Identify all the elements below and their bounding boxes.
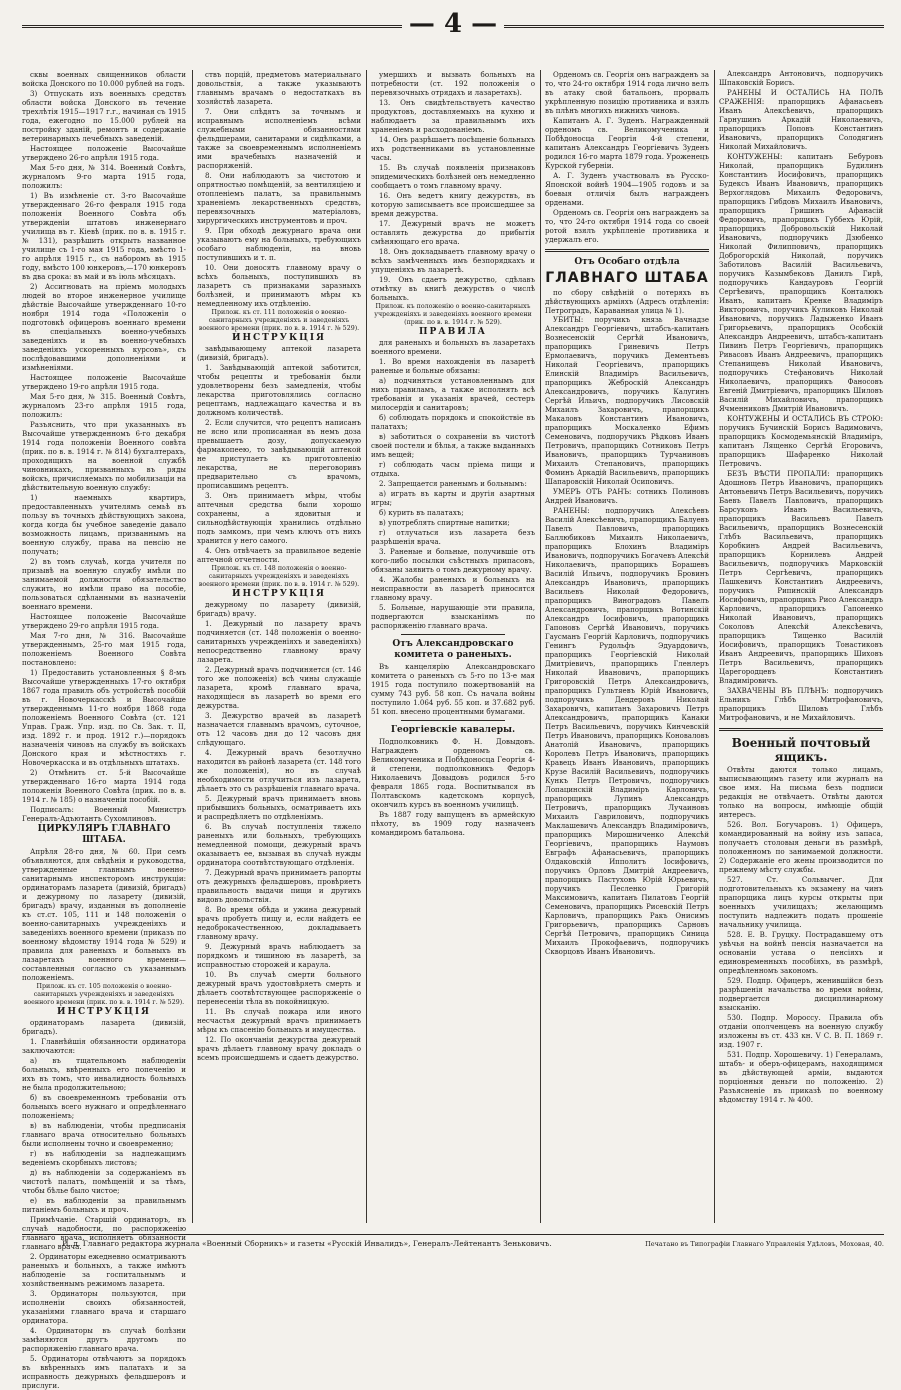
paragraph: 10. Въ случаѣ смерти больного дежурный врачъ удостовѣряетъ смерть и дѣлаетъ соотвѣтствующее распоряженіе о перенесеніи тѣла въ покойницкую. [197,970,361,1006]
newspaper-page [22,8,884,1390]
section-heading: ИНСТРУКЦІЯ [232,589,326,599]
annex-note: Прилож. къ положенію о военно-санитарныхъ учрежденіяхъ и заведеніяхъ военного времени (прик. по в. в. 1914 г. № 529). [374,303,532,326]
printer-line: Печатано въ Типографіи Главнаго Управленія Удѣловъ, Моховая, 40. [645,1240,884,1248]
paragraph: в) заботиться о сохраненіи въ чистотѣ своей постели и бѣлья, а также выданныхъ имъ вещей; [371,432,535,459]
paragraph: 1) Предоставить установленныя § 8-мъ Высочайше утвержденныхъ 17-го октября 1867 года правилъ объ устройствѣ пособій въ г. Новочеркасскѣ и Высочайше утвержденнымъ 11-го ноября 1868 года положеніемъ Военного Совѣта (ст. 121 Управ. Граж. Упр. изд. по Св. Зак. т. II, изд. 1892 г. и прод. 1912 г.)—порядокъ назначенія чиновъ на службу въ войскахъ Донского края и мѣстностяхъ г. Новочеркасска и въ отдѣльныхъ штатахъ. [22,668,186,767]
paragraph: 4. Дежурный врачъ безотлучно находится въ районѣ лазарета (ст. 148 того же положенія), но въ случаѣ необходимости отлучиться изъ лазарета, дѣлаетъ это съ разрѣшенія главнаго врача. [197,748,361,793]
page-number: — 4 — [22,8,884,40]
paragraph: 7. Дежурный врачъ принимаетъ рапорты отъ дежурныхъ фельдшеровъ, провѣряетъ правильность выдачи пищи и другихъ видовъ довольствія. [197,868,361,904]
paragraph: Орденомъ св. Георгія онъ награжденъ за то, что 24-го октября 1914 года со своей ротой взялъ укрѣпленіе противника и удержалъ его. [545,208,709,244]
paragraph: 10. Они доносятъ главному врачу о всѣхъ больныхъ, поступившихъ въ лазаретъ съ признаками заразныхъ болѣзней, и принимаютъ мѣры къ немедленному ихъ отдѣленію. [197,263,361,308]
paragraph: 1. Главнѣйшія обязанности ординатора заключаются: [22,1037,186,1055]
paragraph: 4. Жалобы раненыхъ и больныхъ на неисправности въ лазаретѣ приносятся главному врачу. [371,575,535,602]
paragraph: 1) Въ измѣненіе ст. 3-го Высочайше утвержденнаго 26-го февраля 1915 года положенія Военного Совѣта объ утвержденіи штатовъ инженернаго училища въ г. Кіевѣ (прик. по в. в. 1915 г. № 131), разрѣшить открыть названное училище съ 1-го мая 1915 года, вмѣсто 1-го апрѣля 1915 г., съ наборомъ въ 1915 году, вмѣсто 100 юнкеровъ,—170 юнкеровъ въ два срока: въ май и въ іюль мѣсяцахъ. [22,191,186,281]
paragraph: 2) Отмѣнить ст. 5-й Высочайше утвержденнаго 16-го марта 1914 года положенія Военного Совѣта (прик. по в. в. 1914 г. № 185) о назначеніи пособій. [22,768,186,804]
column-2 [197,70,361,1223]
paragraph: ствъ порцій, предметовъ материальнаго довольствія, а также указываютъ главнымъ врачамъ о недостаткахъ въ хозяйствѣ лазарета. [197,70,361,106]
paragraph: г) въ наблюденіи за надлежащимъ веденіемъ скорбныхъ листовъ; [22,1149,186,1167]
casualty-list: УБИТЫ: поручикъ князь Вачнадзе Александръ Георгіевичъ, штабсъ-капитанъ Вознесенскій Сергѣй Ивановичъ, прапорщикъ Гриневичъ Петръ Ермолаевичъ, поручикъ Дементьевъ Николай Георгіевичъ, прапорщикъ Елинскій Владиміръ Васильевичъ, прапорщикъ Жеброскій Александръ Александровичъ, поручикъ Калугинъ Сергѣй Ильичъ, подпоручикъ Лисовскій Михаилъ Захаровичъ, прапорщикъ Макаловъ Константинъ Ивановичъ, прапорщикъ Москаленко Ефимъ Семеновичъ, подпоручикъ Рѣдковъ Иванъ Петровичъ, прапорщикъ Сотниковъ Петръ Ивановичъ, прапорщикъ Турчаниновъ Михаилъ Степановичъ, прапорщикъ Фоминъ Аркадій Васильевичъ, прапорщикъ Шапаровскій Николай Осиповичъ. [545,316,709,486]
paragraph: 2) Ассигновать на прiемъ молодыхъ людей во второе инженерное училище дѣйствіе Высочайше утвержденнаго 10-го ноября 1914 года «Положенія о подготовкѣ офицеровъ военнаго времени въ спеціальныхъ военно-учебныхъ заведеніяхъ и въ военно-учебныхъ заведеніяхъ ускоренныхъ курсовъ», съ послѣдовавшими дополненіями и измѣненіями. [22,282,186,372]
paragraph: в) употреблять спиртные напитки; [379,518,510,527]
paragraph: 530. Подпр. Мороссу. Правила объ отданіи ополченцевъ на военную службу изложены въ ст. 433 кн. V С. В. П. 1869 г. изд. 1907 г. [719,1013,883,1049]
paragraph: Капитанъ А. Г. Зуденъ. Награжденный орденомъ св. Великомученика и Побѣдоносца Георгія 4-й степени, капитанъ Александръ Георгіевичъ Зуденъ родился 16-го марта 1879 года. Уроженецъ Курской губерніи. [545,116,709,170]
section-heading: Отъ Особаго отдѣла [574,257,680,267]
paragraph: б) соблюдать порядокъ и спокойствіе въ палатахъ; [371,413,535,431]
paragraph: а) играть въ карты и другія азартныя игры; [371,489,535,507]
paragraph: 1. Во время нахожденія въ лазаретѣ раненые и больные обязаны: [371,357,535,375]
paragraph: 2. Если случится, что рецептъ написанъ не ясно или прописанная въ немъ доза превышаетъ дозу, допускаемую фармакопеею, то завѣдывающій аптекой не приступаетъ къ приготовленію лекарства, не переговоривъ предварительно съ врачомъ, прописавшимъ рецептъ. [197,418,361,490]
paragraph: для раненыхъ и больныхъ въ лазаретахъ военного времени. [371,338,535,356]
annex-note: Прилож. къ ст. 148 положенія о военно-санитарныхъ учрежденіяхъ и заведеніяхъ военного времени (прик. по в. в. 1914 г. № 529). [198,565,360,588]
section-heading: Отъ Александровскаго комитета о раненыхъ. [392,639,514,660]
paragraph: завѣдывающему аптекой лазарета (дивизій, бригадъ). [197,344,361,362]
column-3 [371,70,535,1223]
casualty-list: УМЕРЪ ОТЪ РАНЪ: сотникъ Полиновъ Андрей Ивановичъ. [545,488,709,505]
paragraph: 16. Онъ ведетъ книгу дежурствъ, въ которую записываетъ все происшедшее за время дежурства. [371,191,535,218]
paragraph: 6. Въ случаѣ поступленія тяжело раненыхъ или больныхъ, требующихъ немедленной помощи, дежурный врачъ оказываетъ ее, вызывая въ случаѣ нужды ординатора соотвѣтствующаго отдѣленія. [197,822,361,867]
section-heading: ПРАВИЛА [419,327,487,337]
paragraph: Подписалъ: Военный Министръ Генералъ-Адъютантъ Сухомлиновъ. [22,805,186,823]
paragraph: в) въ наблюденіи, чтобы предписанія главнаго врача относительно больныхъ были исполнены точно и своевременно; [22,1121,186,1148]
paragraph: 1) наемныхъ квартиръ, предоставленныхъ учителямъ семьѣ въ пользу въ точныхъ дѣйствующихъ закона, когда когда бы учебное заведеніе давало возможность лицамъ, призваннымъ на военную службу, права на пенсію не получать; [22,493,186,556]
section-heading: ГЛАВНАГО ШТАБА [545,270,709,286]
paragraph: 13. Онъ свидѣтельствуетъ качество продуктовъ, доставляемыхъ на кухню и наблюдаетъ за правильнымъ ихъ храненіемъ и расходованіемъ. [371,98,535,134]
paragraph: 9. При обходѣ дежурнаго врача они указываютъ ему на больныхъ, требующихъ особаго наблюденія, на вновь поступившихъ и т. п. [197,226,361,262]
paragraph: Мая 5-го дня, № 314. Военный Совѣтъ, журналомъ 9-го марта 1915 года, положилъ: [22,163,186,190]
column-5 [719,70,883,1223]
paragraph: б) курить въ палатахъ; [379,508,464,517]
paragraph: г) отлучаться изъ лазарета безъ разрѣшенія врача. [371,528,535,546]
paragraph: 2. Запрещается раненымъ и больнымъ: [379,479,527,488]
paragraph: Отвѣты даются только лицамъ, выписывающимъ газету или журналъ на свое имя. На письма безъ подписи редакція не отвѣчаетъ. Отвѣты даются только на вопросы, имѣющіе общій интересъ. [719,765,883,819]
section-heading: Военный почтовый ящикъ. [731,736,871,764]
paragraph: 3) Отпускать изъ военныхъ средствъ области войска Донского въ течение трехлѣтія 1915—1917 г.г., начиная съ 1915 года, ежегодно по 15.000 рублей на постройку зданій, ремонтъ и содержаніе ветеринарныхъ лечебныхъ заведеній. [22,89,186,143]
casualty-list: РАНЕНЫ: подпоручикъ Алексѣевъ Василій Алексѣевичъ, прапорщикъ Балуевъ Павелъ Павловичъ, прапорщикъ Баллюбиковъ Михаилъ Николаевичъ, прапорщикъ Блохинъ Владиміръ Ивановичъ, подпоручикъ Богачевъ Алексѣй Николаевичъ, прапорщикъ Борашевъ Василій Ильичъ, подпоручикъ Бровинъ Александръ Ивановичъ, прапорщикъ Васильевъ Николай Федоровичъ, прапорщикъ Виноградовъ Павелъ Александровичъ, прапорщикъ Вотинскій Александръ Іосифовичъ, прапорщикъ Гапоновъ Сергѣй Ивановичъ, поручикъ Гаусманъ Георгій Карловичъ, подпоручикъ Генингъ Рудольфъ Эдуардовичъ, прапорщикъ Георгіевскій Николай Дмитріевичъ, прапорщикъ Гленлеръ Николай Ивановичъ, прапорщикъ Григоровскій Петръ Александровичъ, прапорщикъ Гультяевъ Юрій Ивановичъ, подпоручикъ Дендеровъ Николай Захаровичъ, капитанъ Захаровичъ Петръ Александровичъ, прапорщикъ Канаки Петръ Васильевичъ, поручикъ Кинчевскій Петръ Ивановичъ, прапорщикъ Коноваловъ Анатолій Ивановичъ, прапорщикъ Королевъ Петръ Ивановичъ, прапорщикъ Кравецъ Иванъ Ивановичъ, прапорщикъ Крузе Василій Васильевичъ, подпоручикъ Кункъ Петръ Петровичъ, подпоручикъ Лопацинскій Владиміръ Карловичъ, прапорщикъ Лупинъ Александръ Петровичъ, прапорщикъ Лучаиновъ Михаилъ Гавриловичъ, подпоручикъ Маклашевичъ Александръ Владиміровичъ, прапорщикъ Мирошниченко Алексѣй Георгіевичъ, прапорщикъ Наумовъ Евграфъ Афанасьевичъ, прапорщикъ Олдаковскій Ипполитъ Іосифовичъ, поручикъ Орловъ Дмитрій Андреевичъ, прапорщикъ Пастуховъ Юрій Юрьевичъ, поручикъ Песленко Григорій Максимовичъ, капитанъ Пилатовъ Георгій Семеновичъ, прапорщикъ Рисевскій Петръ Карловичъ, прапорщикъ Ракъ Онисимъ Григорьевичъ, прапорщикъ Сарновъ Сергѣй Петровичъ, прапорщикъ Синица Михаилъ Прокофьевичъ, подпоручикъ Скворцовъ Иванъ Ивановичъ. [545,507,709,956]
paragraph: 18. Онъ докладываетъ главному врачу о всѣхъ замѣченныхъ имъ безпорядкахъ и упущеніяхъ въ лазаретѣ. [371,247,535,274]
paragraph: 3. Дежурство врачей въ лазаретѣ назначается главнымъ врачомъ, суточное, отъ 12 часовъ дня до 12 часовъ дня слѣдующаго. [197,711,361,747]
section-divider [719,728,883,731]
paragraph: 526. Вол. Богучаровъ. 1) Офицеръ, командированный на войну изъ запаса, получаетъ столовыя деньги въ размѣрѣ, положенномъ по занимаемой должности. 2) Содержаніе его жены производится по прежнему мѣсту службы. [719,820,883,874]
section-heading: Георгіевскіе кавалеры. [390,725,516,735]
paragraph: 3. Ординаторы пользуются, при исполненіи своихъ обязанностей, указаніями главнаго врача и старшаго ординатора. [22,1289,186,1325]
editor-line: И. д. Главнаго редактора журнала «Военный Сборникъ» и газеты «Русскій Инвалидъ», Генералъ-Лейтенантъ Зеньковичъ. [62,1239,552,1248]
section-heading: ИНСТРУКЦІЯ [57,1007,151,1017]
column-4 [545,70,709,1223]
section-heading: ЦИРКУЛЯРЪ ГЛАВНАГО ШТАБА. [37,824,171,845]
paragraph: 4. Онъ отвѣчаетъ за правильное веденіе аптечной отчетности. [197,546,361,564]
paragraph: Настоящее положеніе Высочайше утверждено 19-го апрѣля 1915 года. [22,373,186,391]
paragraph: 2. Дежурный врачъ подчиняется (ст. 146 того же положенія) всѣ чины служащіе лазарета, кромѣ главнаго врача, находящіеся въ лазаретѣ во время его дежурства. [197,665,361,710]
paragraph: 528. Е. В. Груцку. Пострадавшему отъ увѣчья на войнѣ пенсія назначается на основаніи устава о пенсіяхъ и единовременныхъ пособіяхъ, въ размѣрѣ, опредѣленномъ закономъ. [719,930,883,975]
paragraph: Подполковникъ Ф. Н. Довыдовъ. Награжденъ орденомъ св. Великомученика и Побѣдоносца Георгія 4-й степени, подполковникъ Федоръ Николаевичъ Довыдовъ родился 5-го февраля 1865 года. Воспитывался въ Полтавскомъ кадетскомъ корпусѣ, окончилъ курсъ въ военномъ училищѣ. [371,737,535,809]
paragraph: 529. Подпр. Офицеръ, женившійся безъ разрѣшенія начальства во время войны, подвергается дисциплинарному взысканію. [719,976,883,1012]
paragraph: 8. Они наблюдаютъ за чистотою и опрятностью помѣщеній, за вентиляціею и отопленіемъ палатъ, за правильнымъ храненіемъ лекарственныхъ средствъ, перевязочныхъ матеріаловъ, хирургическихъ инструментовъ и проч. [197,171,361,225]
paragraph: А. Г. Зуденъ участвовалъ въ Русско-Японской войнѣ 1904—1905 годовъ и за боевыя отличія былъ награжденъ орденами. [545,171,709,207]
paragraph: Настоящее положеніе Высочайше утверждено 29-го апрѣля 1915 года. [22,612,186,630]
paragraph: Примѣчаніе. Старшій ординаторъ, въ случаѣ надобности, по распоряженію главнаго врача, исполняетъ обязанности главнаго врача. [22,1215,186,1251]
casualty-list: КОНТУЖЕНЫ И ОСТАЛИСЬ ВЪ СТРОЮ: поручикъ Бучинскій Борисъ Вадимовичъ, прапорщикъ Космодемьянскій Владиміръ, капитанъ Лященко Сергѣй Егоровичъ, прапорщикъ Шафаренко Николай Петровичъ. [719,415,883,468]
paragraph: б) въ своевременномъ требованіи отъ больныхъ всего нужнаго и опредѣленнаго положеніемъ; [22,1093,186,1120]
casualty-list: Александръ Антоновичъ, подпоручикъ Шпаковскій Борисъ. [719,70,883,87]
paragraph: 5. Ординаторы отвѣчаютъ за порядокъ въ ввѣренныхъ имъ палатахъ и за исправность дежурныхъ фельдшеровъ и прислуги. [22,1354,186,1390]
paragraph: Апрѣля 28-го дня, № 60. При семъ объявляются, для свѣдѣнія и руководства, утвержденные главнымъ военно-санитарнымъ инспекторомъ инструкціи: ординаторамъ лазарета (дивизій, бригадъ) и дежурному по лазарету (дивизій, бригадъ) врачу, изданныя въ дополненіе къ ст.ст. 105, 111 и 148 положенія о военно-санитарныхъ учрежденіяхъ и заведеніяхъ военного времени (приказъ по военному вѣдомству 1914 года № 529) и правила для раненыхъ и больныхъ въ лазаретахъ военного времени—составленныя согласно съ указаннымъ положеніемъ. [22,847,186,982]
paragraph: по сбору свѣдѣній о потеряхъ въ дѣйствующихъ арміяхъ (Адресъ отдѣленія: Петроградъ, Караванная улица № 1). [545,288,709,315]
paragraph: 1. Завѣдывающій аптекой заботится, чтобы рецепты и требованія были удовлетворены безъ замедленія, чтобы лекарства приготовлялись согласно рецептамъ, надлежащаго качества и въ должномъ количествѣ. [197,363,361,417]
paragraph: 5. Дежурный врачъ принимаетъ вновь прибывшихъ больныхъ, осматриваетъ ихъ и распредѣляетъ по отдѣленіямъ. [197,794,361,821]
paragraph: 8. Во время обѣда и ужина дежурный врачъ пробуетъ пищу и, если найдетъ ее недоброкачественною, докладываетъ главному врачу. [197,905,361,941]
paragraph: 1. Дежурный по лазарету врачъ подчиняется (ст. 148 положенія о военно-санитарныхъ учрежденіяхъ и заведеніяхъ) непосредственно главному врачу лазарета. [197,619,361,664]
paragraph: 15. Въ случаѣ появленія признаковъ эпидемическихъ болѣзней онъ немедленно сообщаетъ о томъ главному врачу. [371,163,535,190]
paragraph: 5. Больные, нарушающіе эти правила, подвергаются взысканіямъ по распоряженію главнаго врача. [371,603,535,630]
paragraph: 14. Онъ разрѣшаетъ посѣщеніе больныхъ ихъ родственниками въ установленные часы. [371,135,535,162]
paragraph: а) подчиняться установленнымъ для нихъ правиламъ, а также исполнять всѣ требованія и указанія врачей, сестеръ милосердія и санитаровъ; [371,376,535,412]
paragraph: сквы военных священников области войска Донского по 10.000 рублей на годъ. [22,70,186,88]
paragraph: Въ канцелярію Александровскаго комитета о раненыхъ съ 5-го по 13-е мая 1915 года поступило пожертвованій на сумму 743 руб. 58 коп. Съ начала войны поступило 1.064 руб. 55 коп. и 37.682 руб. 51 коп. внесено процентными бумагами. [371,662,535,716]
paragraph: 4. Ординаторы въ случаѣ болѣзни замѣняются другъ другомъ по распоряженію главнаго врача. [22,1326,186,1353]
paragraph: Настоящее положеніе Высочайше утверждено 26-го апрѣля 1915 года. [22,144,186,162]
paragraph: Въ 1887 году выпущенъ въ армейскую пѣхоту, въ 1909 году назначенъ командиромъ батальона. [371,810,535,837]
paragraph: д) въ наблюденіи за содержаніемъ въ чистотѣ палатъ, помѣщеній и за тѣмъ, чтобы бѣлье было чистое; [22,1168,186,1195]
paragraph: Разъяснить, что при указанныхъ въ Высочайше утвержденномъ 6-го декабря 1914 года положеніи Военного совѣта (прик. по в. в. 1914 г. № 814) бухгалтерахъ, проходящихъ на военной службѣ чиновникахъ, призванныхъ въ ряды войскъ, причисляемыхъ по мобилизаціи на дѣйствительную военную службу: [22,420,186,492]
paragraph: а) въ тщательномъ наблюденіи больныхъ, ввѣренныхъ его попеченію и ихъ въ томъ, что инвалидность больныхъ не была продолжительною; [22,1056,186,1092]
paragraph: 3. Онъ принимаетъ мѣры, чтобы аптечныя средства были хорошо сохранены, а ядовитыя и сильнодѣйствующія хранились отдѣльно подъ замкомъ, при чемъ ключъ отъ нихъ хранится у него самого. [197,491,361,545]
annex-note: Прилож. къ ст. 111 положенія о военно-санитарныхъ учрежденіяхъ и заведеніяхъ военного времени (прик. по в. в. 1914 г. № 529). [198,309,360,332]
paragraph: е) въ наблюденіи за правильнымъ питаніемъ больныхъ и проч. [22,1196,186,1214]
paragraph: 12. По окончаніи дежурства дежурный врачъ дѣлаетъ главному врачу докладъ о всемъ происшедшемъ и сдаетъ дежурство. [197,1035,361,1062]
column-1 [22,70,186,1390]
paragraph: 7. Они слѣдятъ за точнымъ и исправнымъ исполненіемъ всѣми служебными обязанностями фельдшерами, санитарами и сидѣлками, а также за своевременнымъ исполненіемъ ими врачебныхъ назначеній и распоряженій. [197,107,361,170]
paragraph: 3. Раненые и больные, получившіе отъ кого-либо посылки съѣстныхъ припасовъ, обязаны заявить о томъ дежурному врачу. [371,547,535,574]
annex-note: Прилож. къ ст. 105 положенія о военно-санитарныхъ учрежденіяхъ и заведеніяхъ военного времени (прик. по в. в. 1914 г. № 529). [23,983,185,1006]
paragraph: 9. Дежурный врачъ наблюдаетъ за порядкомъ и тишиною въ лазаретѣ, за исправностью сторожей и караула. [197,942,361,969]
paragraph: Орденомъ св. Георгія онъ награжденъ за то, что 24-го октября 1914 года лично велъ въ атаку свой батальонъ, прорвалъ укрѣпленную позицію противника и взялъ въ плѣнъ многихъ нижнихъ чиновъ. [545,70,709,115]
paragraph: Мая 7-го дня, № 316. Высочайше утвержденнымъ, 25-го мая 1915 года, положеніемъ Военного Совѣта постановлено: [22,631,186,667]
paragraph: 11. Въ случаѣ пожара или иного несчастья дежурный врачъ принимаетъ мѣры къ спасенію больныхъ и имущества. [197,1007,361,1034]
page-footer [22,1234,884,1248]
paragraph: 2) въ томъ случаѣ, когда учителя по призывѣ на военную службу имѣли по занимаемой должности обязательство служить, но имѣли право на пособіе, пользоваться сдѣланными въ назначеніи военнаго времени. [22,557,186,611]
casualty-list: ЗАХВАЧЕНЫ ВЪ ПЛѢНЪ: подпоручикъ Ельникъ Глѣбъ Митрофановичъ, прапорщикъ Шиловъ Глѣбъ Митрофановичъ, и не Михайловичъ. [719,687,883,722]
section-divider [401,720,505,721]
paragraph: г) соблюдать часы пріема пищи и отдыха. [371,460,535,478]
paragraph: 19. Онъ сдаетъ дежурство, сдѣлавъ отмѣтку въ книгѣ дежурствъ о числѣ больныхъ. [371,275,535,302]
section-divider [545,249,709,252]
casualty-list: РАНЕНЫ И ОСТАЛИСЬ НА ПОЛѢ СРАЖЕНІЯ: прапорщикъ Афанасьевъ Иванъ Алексѣевичъ, прапорщикъ Гарнушинъ Аркадій Николаевичъ, прапорщикъ Поповъ Константинъ Ивановичъ, прапорщикъ Солодягинъ Николай Михайловичъ. [719,89,883,151]
paragraph: 17. Дежурный врачъ не можетъ оставлять дежурства до прибытія смѣняющаго его врача. [371,219,535,246]
paragraph: умершихъ и вызвать больныхъ на потребности (ст. 192 положенія о перевязочныхъ отрядахъ и лазаретахъ). [371,70,535,97]
section-divider [401,634,505,635]
paragraph: Мая 5-го дня, № 315. Военный Совѣтъ, журналомъ 23-го апрѣля 1915 года, положилъ: [22,392,186,419]
paragraph: 531. Подпр. Хорошевичу. 1) Генераламъ, штабъ- и оберъ-офицерамъ, находящимся въ дѣйствующей арміи, выдаются порціонныя деньги по положенію. 2) Разъясненіе въ приказѣ по военному вѣдомству 1914 г. № 400. [719,1050,883,1104]
casualty-list: БЕЗЪ ВѢСТИ ПРОПАЛИ: прапорщикъ Адошновъ Петръ Ивановичъ, прапорщикъ Антоньевичъ Петръ Васильевичъ, поручикъ Баевъ Павелъ Павловичъ, прапорщикъ Барсуковъ Иванъ Васильевичъ, прапорщикъ Васильевъ Павелъ Васильевичъ, прапорщикъ Вознесенскій Глѣбъ Васильевичъ, прапорщикъ Коробкинъ Андрей Васильевичъ, прапорщикъ Корнилевъ Андрей Васильевичъ, подпоручикъ Марковскій Петръ Сергѣевичъ, прапорщикъ Пашкевичъ Константинъ Андреевичъ, поручикъ Рипинскій Александръ Иосифовичъ, прапорщикъ Рисо Александръ Карловичъ, прапорщикъ Гапоненко Николай Ивановичъ, прапорщикъ Соколовъ Алексѣй Алексѣевичъ, прапорщикъ Тищенко Василій Иосифовичъ, прапорщикъ Тонастиковъ Иванъ Андреевичъ, прапорщикъ Шиховъ Петръ Васильевичъ, прапорщикъ Царегородцевъ Константинъ Владиміровичъ. [719,470,883,685]
section-heading: ИНСТРУКЦІЯ [232,333,326,343]
casualty-list: КОНТУЖЕНЫ: капитанъ Бебуровъ Николай, прапорщикъ Будилинъ Константинъ Иосифовичъ, прапорщикъ Будексъ Иванъ Ивановичъ, прапорщикъ Верхоглядовъ Михаилъ Федоровичъ, прапорщикъ Гибдовъ Михаилъ Ивановичъ, прапорщикъ Гришинъ Афанасій Федоровичъ, прапорщикъ Губбехъ Юрій, прапорщикъ Добровольскій Николай Ивановичъ, подпоручикъ Дзюбенко Николай Филипповичъ, прапорщикъ Доброгорскій Николай, поручикъ Заботиловъ Василій Васильевичъ, поручикъ Казымбековъ Данилъ Гирѣ, подпоручикъ Кандауровъ Георгій Сергѣевичъ, прапорщикъ Конталюкъ Иванъ, капитанъ Кренке Владиміръ Викторовичъ, поручикъ Куликовъ Николай Ивановичъ, поручикъ Ладыженко Иванъ Григорьевичъ, прапорщикъ Особскій Александръ Андреевичъ, штабсъ-капитанъ Пивинъ Петръ Георгіевичъ, прапорщикъ Ривасовъ Иванъ Андреевичъ, прапорщикъ Степанищевъ Николай Ивановичъ, подпоручикъ Стефановичъ Николай Николаевичъ, прапорщикъ Фаносовъ Евгеній Дмитріевичъ, прапорщикъ Шиловъ Василій Михайловичъ, прапорщикъ Ячменниковъ Дмитрій Ивановичъ. [719,153,883,413]
paragraph: 527. Ст. Сольвычег. Для подготовительныхъ къ экзамену на чинъ прапорщика лицъ курсы открыты при военныхъ училищахъ; желающимъ поступить надлежитъ подать прошеніе начальнику училища. [719,875,883,929]
paragraph: дежурному по лазарету (дивизій, бригадъ) врачу. [197,600,361,618]
paragraph: ординаторамъ лазарета (дивизій, бригадъ). [22,1018,186,1036]
paragraph: 2. Ординаторы ежедневно осматриваютъ раненыхъ и больныхъ, а также имѣютъ наблюденіе за госпитальнымъ и хозяйственнымъ режимомъ лазарета. [22,1252,186,1288]
